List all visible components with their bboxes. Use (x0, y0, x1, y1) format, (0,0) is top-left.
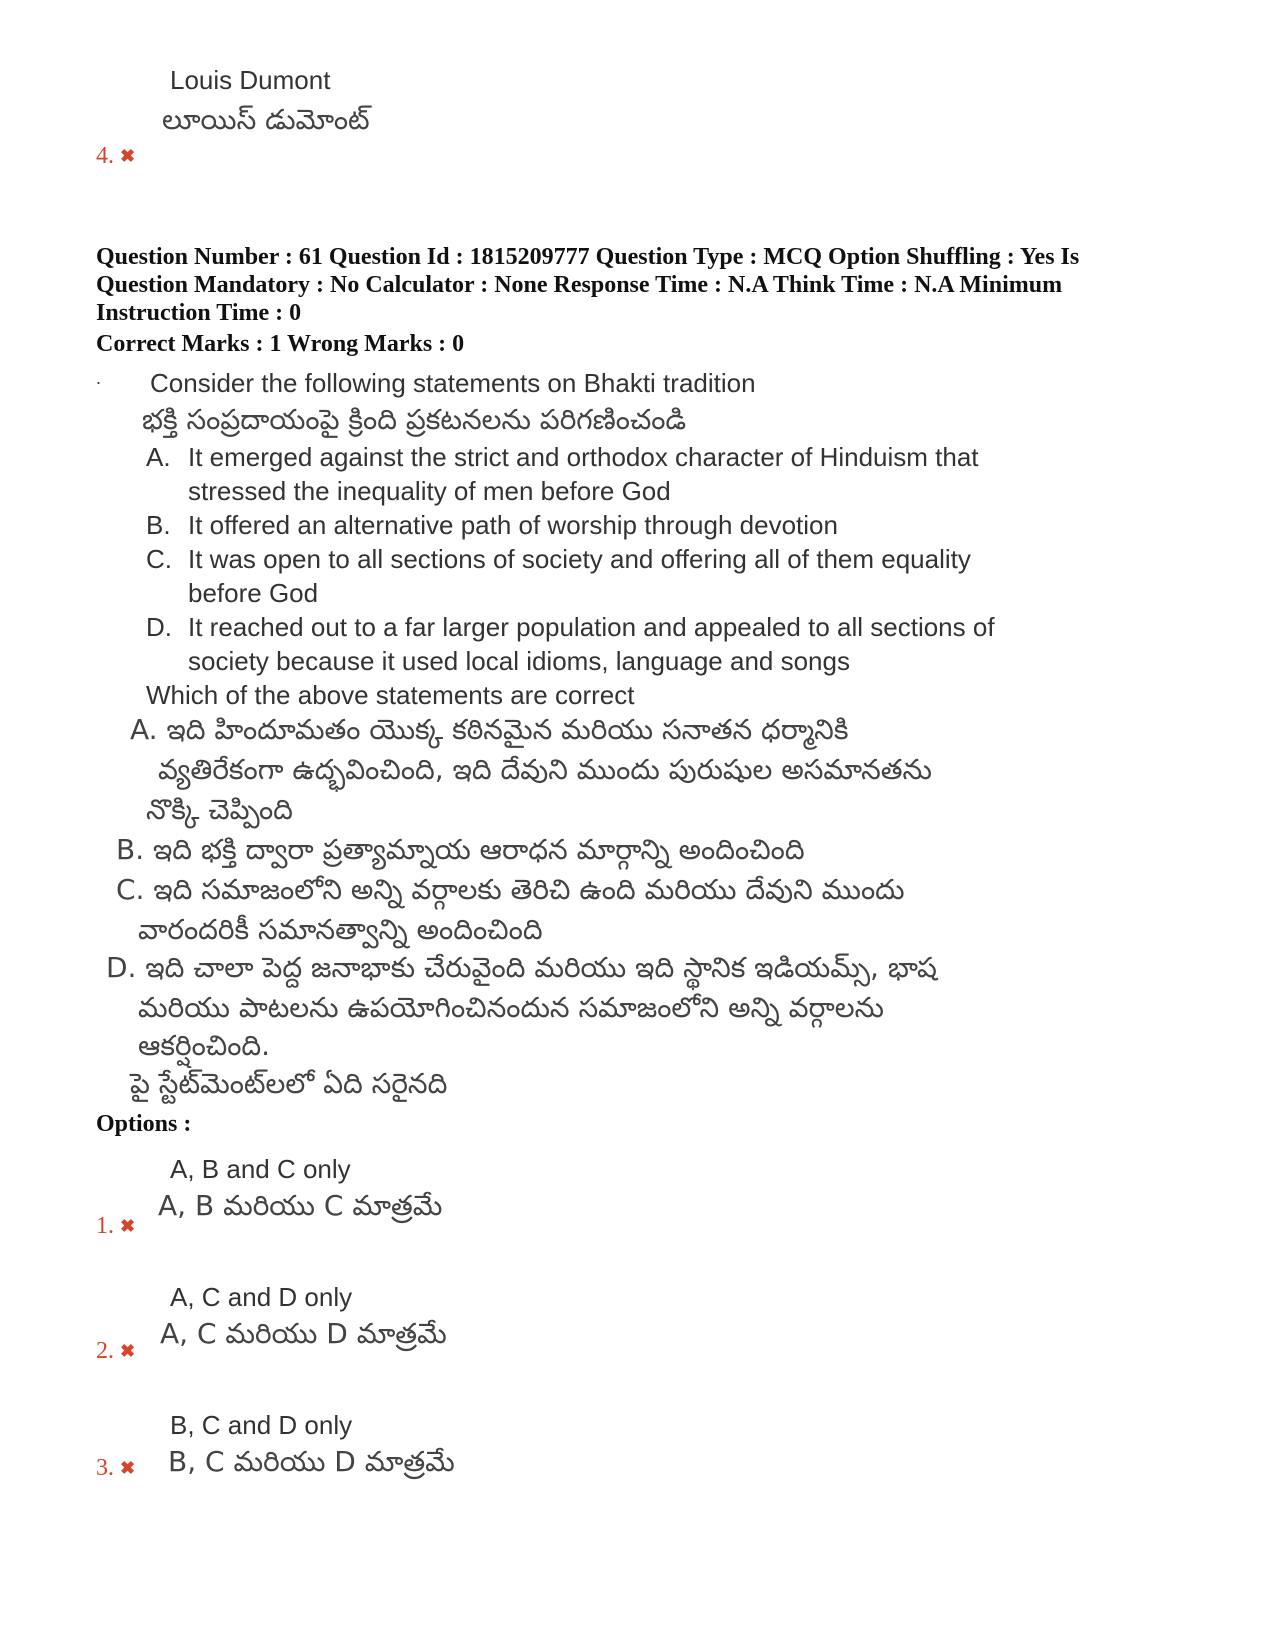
option-3-english[interactable]: B, C and D only (170, 1410, 353, 1440)
statement-label: A. (146, 442, 171, 472)
statement-a-telugu-1: A. ఇది హిందూమతం యొక్క కఠినమైన మరియు సనాతన ధర్మానికి (130, 713, 849, 746)
question-stem-telugu: భక్తి సంప్రదాయంపై క్రింది ప్రకటనలను పరిగణించండి (142, 403, 687, 436)
option-1-number (96, 1212, 135, 1240)
cross-icon: ✖ (120, 146, 136, 166)
statement-c-telugu-1: C. ఇది సమాజంలోని అన్ని వర్గాలకు తెరిచి ఉంది మరియు దేవుని ముందు (116, 873, 905, 906)
prev-option-4-english: Louis Dumont (170, 65, 331, 95)
statement-a-telugu-2: వ్యతిరేకంగా ఉద్భవించింది, ఇది దేవుని ముందు పురుషుల అసమానతను (158, 753, 932, 786)
statement-label: D. (146, 612, 172, 642)
question-bullet: . (96, 368, 102, 388)
statements-english (146, 440, 1086, 678)
statement-d-telugu-1: D. ఇది చాలా పెద్ద జనాభాకు చేరువైంది మరియు ఇది స్థానిక ఇడియమ్స్, భాష (106, 951, 937, 984)
statement-text: It emerged against the strict and orthodox character of Hinduism that (188, 442, 979, 472)
cross-icon: ✖ (120, 1216, 136, 1236)
question-meta (96, 243, 1079, 327)
statement-text: It reached out to a far larger population and appealed to all sections of (188, 612, 995, 642)
statement-a-telugu-3: నొక్కి చెప్పింది (146, 793, 293, 826)
question-meta-line-2: Question Mandatory : No Calculator : None Response Time : N.A Think Time : N.A Minimum (96, 272, 1063, 298)
question-stem-english: Consider the following statements on Bhakti tradition (150, 368, 756, 398)
question-meta-line-3: Instruction Time : 0 (96, 300, 302, 326)
statement-b-telugu-1: B. ఇది భక్తి ద్వారా ప్రత్యామ్నాయ ఆరాధన మార్గాన్ని అందించింది (116, 833, 805, 866)
statement-d-telugu-3: ఆకర్షించింది. (138, 1029, 271, 1062)
option-1-telugu[interactable]: A, B మరియు C మాత్రమే (158, 1189, 443, 1222)
statement-d (146, 610, 1086, 678)
question-ask-telugu: పై స్టేట్‌మెంట్‌లలో ఏది సరైనది (130, 1067, 448, 1100)
statement-text: before God (188, 578, 319, 608)
statement-label: C. (146, 544, 172, 574)
question-meta-line-1: Question Number : 61 Question Id : 1815209777 Question Type : MCQ Option Shuffling : Yes Is (96, 244, 1080, 270)
statement-label: B. (146, 510, 171, 540)
option-number: 4. (96, 143, 114, 169)
statement-c (146, 542, 1086, 610)
statement-a (146, 440, 1086, 508)
statement-text: It offered an alternative path of worship through devotion (188, 510, 838, 540)
statement-d-telugu-2: మరియు పాటలను ఉపయోగించినందున సమాజంలోని అన్ని వర్గాలను (138, 991, 884, 1024)
option-3-telugu[interactable]: B, C మరియు D మాత్రమే (168, 1445, 455, 1478)
statement-text: It was open to all sections of society and offering all of them equality (188, 544, 971, 574)
option-number: 3. (96, 1455, 114, 1481)
option-number: 1. (96, 1213, 114, 1239)
cross-icon: ✖ (120, 1458, 136, 1478)
statement-text: stressed the inequality of men before God (188, 476, 671, 506)
cross-icon: ✖ (120, 1341, 136, 1361)
prev-option-4-telugu: లూయిస్ డుమోంట్ (162, 103, 370, 136)
option-2-number (96, 1337, 135, 1365)
option-1-english[interactable]: A, B and C only (170, 1154, 351, 1184)
option-2-english[interactable]: A, C and D only (170, 1282, 353, 1312)
option-2-telugu[interactable]: A, C మరియు D మాత్రమే (160, 1317, 447, 1350)
option-3-number (96, 1454, 135, 1482)
prev-option-4-number (96, 142, 135, 170)
question-marks: Correct Marks : 1 Wrong Marks : 0 (96, 331, 465, 357)
option-number: 2. (96, 1338, 114, 1364)
question-ask-english: Which of the above statements are correct (146, 680, 635, 710)
statement-text: society because it used local idioms, language and songs (188, 646, 850, 676)
options-heading: Options : (96, 1111, 192, 1137)
statement-b (146, 508, 1086, 542)
statement-c-telugu-2: వారందరికీ సమానత్వాన్ని అందించింది (138, 913, 543, 946)
